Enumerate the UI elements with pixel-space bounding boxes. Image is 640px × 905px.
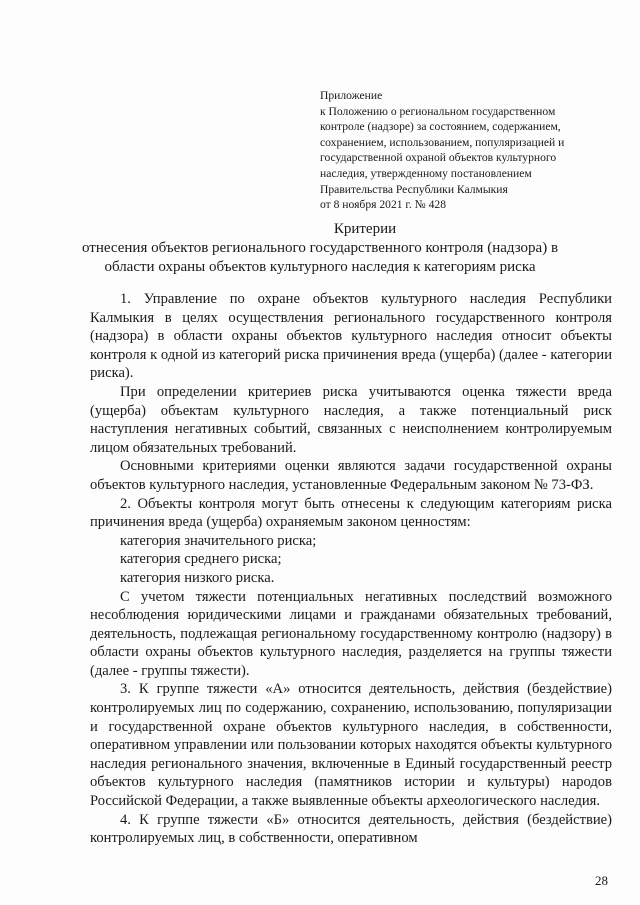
document-title xyxy=(0,220,640,277)
appendix-line: сохранением, использованием, популяризацией и xyxy=(320,135,565,149)
risk-category-item: категория низкого риска. xyxy=(120,569,275,586)
appendix-line: Приложение xyxy=(320,89,383,102)
appendix-line: контроле (надзоре) за состоянием, содержанием, xyxy=(320,120,561,134)
paragraph-1: 1. Управление по охране объектов культурного наследия Республики Калмыкия в целях осуществления регионального государственного контроля (надзора) в области охраны объектов культурного наследия относит объекты контроля к одной из категорий риска причинения вреда (ущерба) (далее - категории риска). xyxy=(90,291,612,382)
paragraph-4: 2. Объекты контроля могут быть отнесены к следующим категориям риска причинения вреда (ущерба) охраняемым законом ценностям: xyxy=(90,495,612,531)
title-heading: Критерии xyxy=(333,221,397,237)
appendix-line: Правительства Республики Калмыкия xyxy=(320,182,508,196)
title-line: отнесения объектов регионального государственного контроля (надзора) в xyxy=(81,240,559,256)
title-line: области охраны объектов культурного наследия к категориям риска xyxy=(104,259,536,275)
risk-category-item: категория значительного риска; xyxy=(120,532,317,549)
appendix-line: государственной охраной объектов культурного xyxy=(320,151,557,165)
paragraph-5: С учетом тяжести потенциальных негативных последствий возможного несоблюдения юридическими лицами и гражданами обязательных требований, деятельность, подлежащая региональному государственному контролю (надзору) в области охраны объектов культурного наследия, разделяется на группы тяжести (далее - группы тяжести). xyxy=(90,588,612,679)
page-number: 28 xyxy=(595,873,608,888)
paragraph-7: 4. К группе тяжести «Б» относится деятельность, действия (бездействие) контролируемых лиц, в собственности, оперативном xyxy=(90,811,612,847)
appendix-line: наследия, утвержденному постановлением xyxy=(320,166,532,180)
paragraph-6: 3. К группе тяжести «А» относится деятельность, действия (бездействие) контролируемых лиц по содержанию, сохранению, использованию, популяризации и государственной охране объектов культурного наследия, в собственности, оперативном управлении или пользовании которых находятся объекты культурного наследия регионального значения, включенные в Единый государственный реестр объектов культурного наследия (памятников истории и культуры) народов Российской Федерации, а также выявленные объекты археологического наследия. xyxy=(90,681,612,810)
document-body xyxy=(90,290,612,848)
risk-category-item: категория среднего риска; xyxy=(120,551,282,568)
appendix-line: от 8 ноября 2021 г. № 428 xyxy=(320,198,447,212)
paragraph-3: Основными критериями оценки являются задачи государственной охраны объектов культурного наследия, установленные Федеральным законом № 73-ФЗ. xyxy=(90,458,612,493)
appendix-line: к Положению о региональном государственном xyxy=(320,104,556,118)
appendix-note xyxy=(320,88,610,213)
paragraph-2: При определении критериев риска учитываются оценка тяжести вреда (ущерба) объектам культурного наследия, а также потенциальный риск наступления негативных событий, связанных с неисполнением контролируемым лицом обязательных требований. xyxy=(90,383,612,456)
